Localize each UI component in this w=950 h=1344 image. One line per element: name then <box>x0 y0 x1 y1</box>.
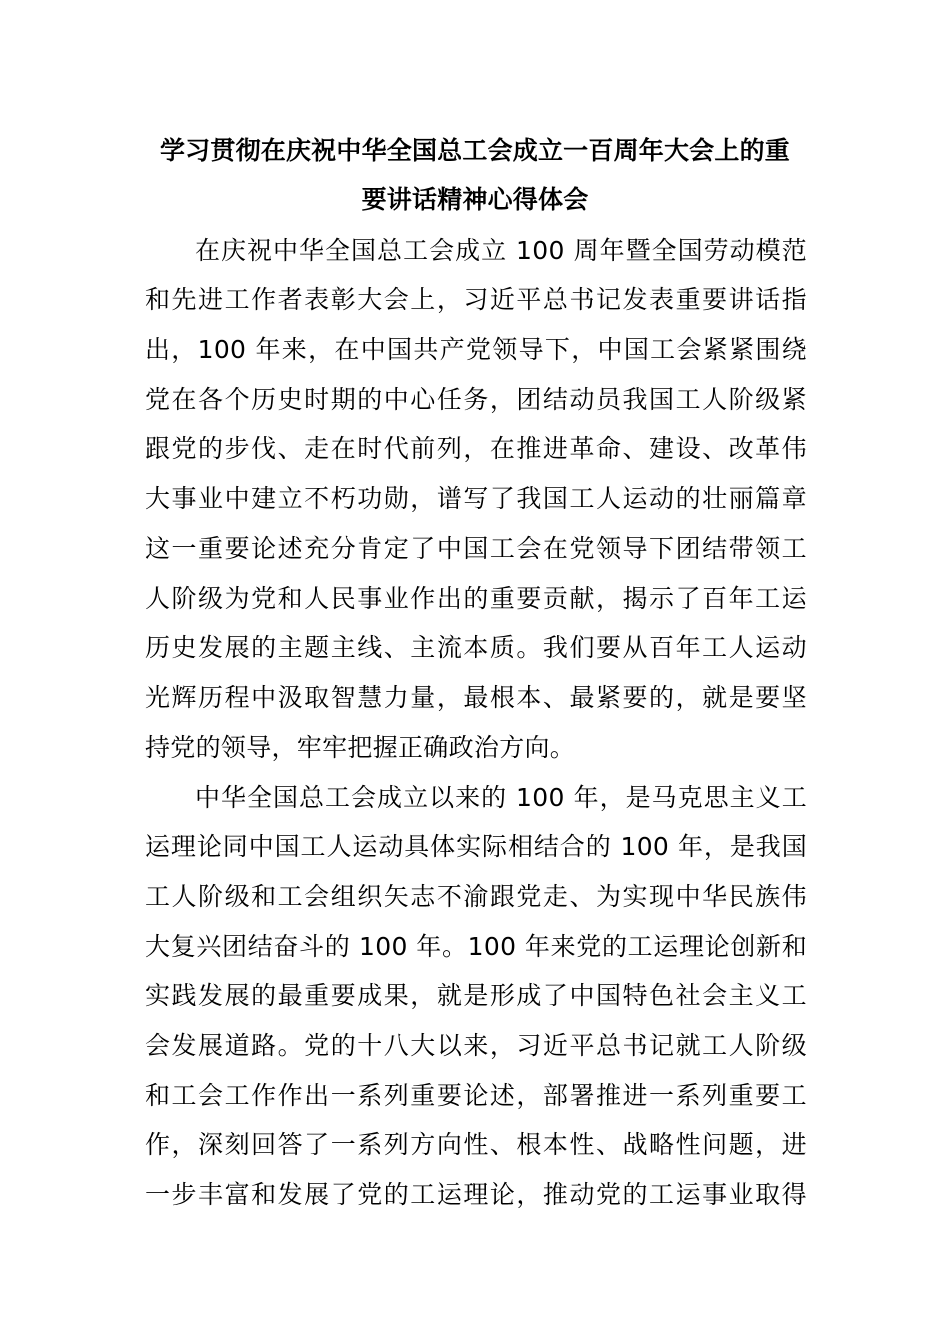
paragraph-2-line-8: 作，深刻回答了一系列方向性、根本性、战略性问题，进 <box>145 1130 807 1159</box>
paragraph-1-line-1: 在庆祝中华全国总工会成立 100 周年暨全国劳动模范 <box>195 236 807 265</box>
paragraph-2-line-2: 运理论同中国工人运动具体实际相结合的 100 年，是我国 <box>145 832 807 861</box>
paragraph-2-line-7: 和工会工作作出一系列重要论述，部署推进一系列重要工 <box>145 1081 807 1110</box>
paragraph-1-line-6: 大事业中建立不朽功勋，谱写了我国工人运动的壮丽篇章 <box>145 484 807 513</box>
paragraph-1-line-3: 出，100 年来，在中国共产党领导下，中国工会紧紧围绕 <box>145 335 807 364</box>
paragraph-2-line-3: 工人阶级和工会组织矢志不渝跟党走、为实现中华民族伟 <box>145 882 807 911</box>
paragraph-2-line-6: 会发展道路。党的十八大以来，习近平总书记就工人阶级 <box>145 1031 807 1060</box>
paragraph-1-line-10: 光辉历程中汲取智慧力量，最根本、最紧要的，就是要坚 <box>145 683 807 712</box>
paragraph-1-line-7: 这一重要论述充分肯定了中国工会在党领导下团结带领工 <box>145 534 807 563</box>
document-title-line-1: 学习贯彻在庆祝中华全国总工会成立一百周年大会上的重 <box>159 136 790 165</box>
paragraph-2-line-5: 实践发展的最重要成果，就是形成了中国特色社会主义工 <box>145 981 807 1010</box>
paragraph-2-line-4: 大复兴团结奋斗的 100 年。100 年来党的工运理论创新和 <box>145 932 807 961</box>
paragraph-1-line-5: 跟党的步伐、走在时代前列，在推进革命、建设、改革伟 <box>145 434 807 463</box>
document-title-line-2: 要讲话精神心得体会 <box>361 185 589 214</box>
paragraph-1-line-4: 党在各个历史时期的中心任务，团结动员我国工人阶级紧 <box>145 385 807 414</box>
paragraph-1-line-2: 和先进工作者表彰大会上，习近平总书记发表重要讲话指 <box>145 285 807 314</box>
paragraph-1-line-9: 历史发展的主题主线、主流本质。我们要从百年工人运动 <box>145 633 807 662</box>
paragraph-2-line-1: 中华全国总工会成立以来的 100 年，是马克思主义工 <box>195 783 807 812</box>
paragraph-1-line-11: 持党的领导，牢牢把握正确政治方向。 <box>145 733 576 762</box>
paragraph-2-line-9: 一步丰富和发展了党的工运理论，推动党的工运事业取得 <box>145 1180 807 1209</box>
paragraph-1-line-8: 人阶级为党和人民事业作出的重要贡献，揭示了百年工运 <box>145 584 807 613</box>
